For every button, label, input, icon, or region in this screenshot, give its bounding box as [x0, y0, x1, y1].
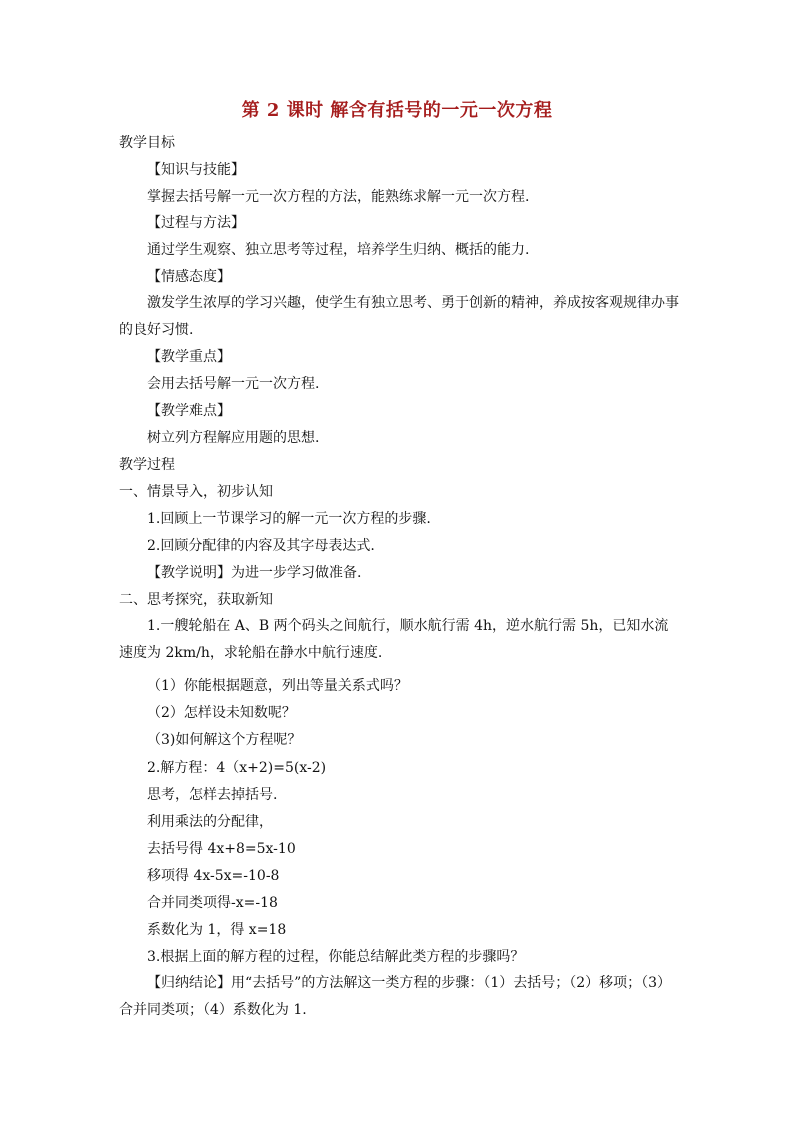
step-combine-terms: 合并同类项得-x=-18 [147, 895, 278, 911]
section1-item2: 2.回顾分配律的内容及其字母表达式. [147, 538, 375, 554]
process-method-label: 【过程与方法】 [147, 215, 245, 231]
attitude-text: 激发学生浓厚的学习兴趣，使学生有独立思考、勇于创新的精神，养成按客观规律办事的良好习惯. [119, 295, 679, 338]
question1: （1）你能根据题意，列出等量关系式吗？ [147, 678, 408, 694]
section1-heading: 一、情景导入，初步认知 [119, 484, 273, 500]
think-prompt: 思考，怎样去掉括号. [147, 787, 278, 803]
knowledge-text: 掌握去括号解一元一次方程的方法，能熟练求解一元一次方程. [147, 189, 530, 205]
problem1-text: 1.一艘轮船在 A、B 两个码头之间航行，顺水航行需 4h，逆水航行需 5h，已知水流速度为 2km/h，求轮船在静水中航行速度. [119, 618, 669, 661]
page-title: 第 2 课时 解含有括号的一元一次方程 [241, 100, 553, 121]
difficulty-text: 树立列方程解应用题的思想. [147, 430, 320, 446]
section1-note: 【教学说明】为进一步学习做准备. [147, 565, 362, 581]
section2-heading: 二、思考探究，获取新知 [119, 592, 273, 608]
attitude-label: 【情感态度】 [147, 269, 231, 285]
knowledge-label: 【知识与技能】 [147, 162, 245, 178]
step-remove-brackets: 去括号得 4x+8=5x-10 [147, 841, 296, 857]
question3: （3)如何解这个方程呢？ [147, 732, 302, 748]
process-method-text: 通过学生观察、独立思考等过程，培养学生归纳、概括的能力. [147, 242, 530, 258]
difficulty-label: 【教学难点】 [147, 403, 231, 419]
section1-item1: 1.回顾上一节课学习的解一元一次方程的步骤. [147, 511, 431, 527]
question2: （2）怎样设未知数呢？ [147, 705, 296, 721]
objectives-heading: 教学目标 [119, 135, 175, 151]
problem3-text: 3.根据上面的解方程的过程，你能总结解此类方程的步骤吗？ [147, 949, 525, 965]
step-transpose: 移项得 4x-5x=-10-8 [147, 868, 280, 884]
key-point-text: 会用去括号解一元一次方程. [147, 376, 320, 392]
distributive-law-note: 利用乘法的分配律， [147, 814, 273, 830]
problem2-equation: 2.解方程：4（x+2)=5(x-2) [147, 760, 327, 776]
key-point-label: 【教学重点】 [147, 349, 231, 365]
conclusion-text: 【归纳结论】用“去括号”的方法解这一类方程的步骤：（1）去括号；（2）移项；（3）合并同类项；（4）系数化为 1. [119, 975, 672, 1018]
step-coefficient: 系数化为 1，得 x=18 [147, 922, 287, 938]
process-heading: 教学过程 [119, 457, 175, 473]
